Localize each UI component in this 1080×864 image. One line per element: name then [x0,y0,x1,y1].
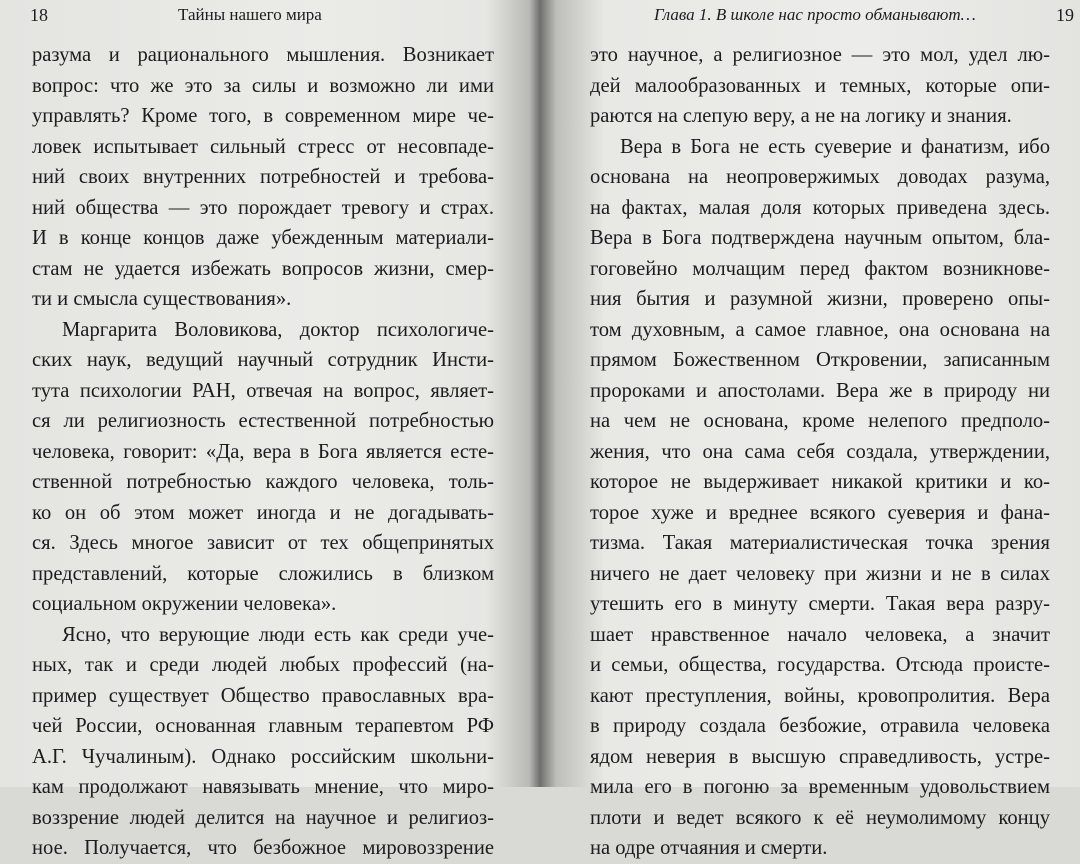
text-line: ничего не дает человеку при жизни и не в силах [590,562,1050,585]
text-line: гоговейно молчащим перед фактом возникнове- [590,257,1050,280]
text-line: ко он об этом может иногда и не догадывать- [32,501,494,524]
text-line: шает нравственное начало человека, а значит [590,623,1050,646]
left-page [0,0,536,859]
text-line: прямом Божественном Откровении, записанным [590,349,1050,371]
text-line: раются на слепую веру, а не на логику и знания. [590,105,1012,127]
text-line: представлений, которые сложились в близком [32,562,494,585]
text-line: ных, так и среди людей любых профессий (на- [32,654,494,676]
right-page [544,0,1080,859]
text-line: человека, говорит: «Да, вера в Бога является есте- [32,440,494,463]
text-line: ся. Здесь многое зависит от тех общепринятых [32,532,494,554]
text-line: утешить его в минуту смерти. Такая вера разру- [590,593,1050,615]
text-line: социальном окружении человека». [32,593,337,615]
right-page-number: 19 [1056,5,1074,25]
text-line: управлять? Кроме того, в современном мире че- [32,105,494,127]
text-line: ских наук, ведущий научный сотрудник Инсти- [32,349,494,371]
text-line: Вера в Бога подтверждена научным опытом, бла- [590,227,1050,249]
left-page-header [30,3,520,27]
text-line: на одре отчаяния и смерти. [590,837,828,859]
text-line: чей России, основанная главным терапевтом РФ [32,715,494,737]
text-line: и семьи, общества, государства. Отсюда происте- [590,654,1050,676]
text-line: дей малообразованных и темных, которые опи- [590,74,1050,97]
left-page-text [32,40,494,864]
text-line: основана на неопровержимых доводах разума, [590,166,1050,188]
text-line: ния бытия и разумной жизни, проверено опы- [590,288,1050,310]
left-page-number: 18 [30,5,48,25]
text-line: плоти и ведет всякого к её неумолимому концу [590,806,1050,829]
text-line: Ясно, что верующие люди есть как среди уче- [62,623,494,646]
text-line: тута психологии РАН, отвечая на вопрос, являет- [32,379,494,402]
right-running-title: Глава 1. В школе нас просто обманывают… [654,5,976,24]
text-line: ловек испытывает сильный стресс от несовпаде- [32,135,494,158]
text-line: И в конце концов даже убежденным материали- [32,227,494,249]
text-line: Вера в Бога не есть суеверие и фанатизм, ибо [620,135,1050,158]
text-line: пророками и апостолами. Вера же в природу ни [590,379,1050,402]
text-line: А.Г. Чучалиным). Однако российским школьни- [32,745,494,768]
text-line: ное. Получается, что безбожное мировоззрение [32,837,494,859]
text-line: ти и смысла существования». [32,288,292,310]
text-line: том духовным, а самое главное, она основана на [590,318,1050,341]
text-line: разума и рационального мышления. Возникает [32,44,494,66]
text-line: тизма. Такая материалистическая точка зрения [590,532,1050,554]
text-line: ний общества — это порождает тревогу и страх. [32,196,494,219]
text-line: стам не удается избежать вопросов жизни, смер- [32,257,494,280]
text-line: которое не выдерживает никакой критики и ко- [590,471,1050,493]
text-line: ся ли религиозность естественной потребностью [32,410,494,432]
right-page-text [590,40,1050,864]
text-line: ядом неверия в высшую справедливость, устре- [590,745,1050,768]
text-line: это научное, а религиозное — это мол, удел лю- [590,44,1050,66]
text-line: в природу создала безбожие, отравила человека [590,715,1050,737]
text-line: ний своих внутренних потребностей и требова- [32,166,494,188]
text-line: кают преступления, войны, кровопролития. Вера [590,684,1050,707]
right-page-header [588,3,1074,27]
text-line: на фактах, малая доля которых приведена здесь. [590,196,1050,219]
text-line: жения, что она сама себя создала, утверждении, [590,440,1050,463]
text-line: воззрение людей делится на научное и религиоз- [32,806,494,829]
text-line: на чем не основана, кроме нелепого предполо- [590,410,1050,432]
text-line: Маргарита Воловикова, доктор психологиче- [62,318,494,341]
text-line: торое хуже и вреднее всякого суеверия и фана- [590,501,1050,524]
text-line: кам продолжают навязывать мнение, что миро- [32,776,494,798]
left-running-title: Тайны нашего мира [178,5,322,24]
text-line: мила его в погоню за временным удовольствием [590,776,1050,798]
text-line: ственной потребностью каждого человека, толь- [32,471,494,493]
text-line: пример существует Общество православных вра- [32,684,494,707]
text-line: вопрос: что же это за силы и возможно ли ими [32,74,494,97]
